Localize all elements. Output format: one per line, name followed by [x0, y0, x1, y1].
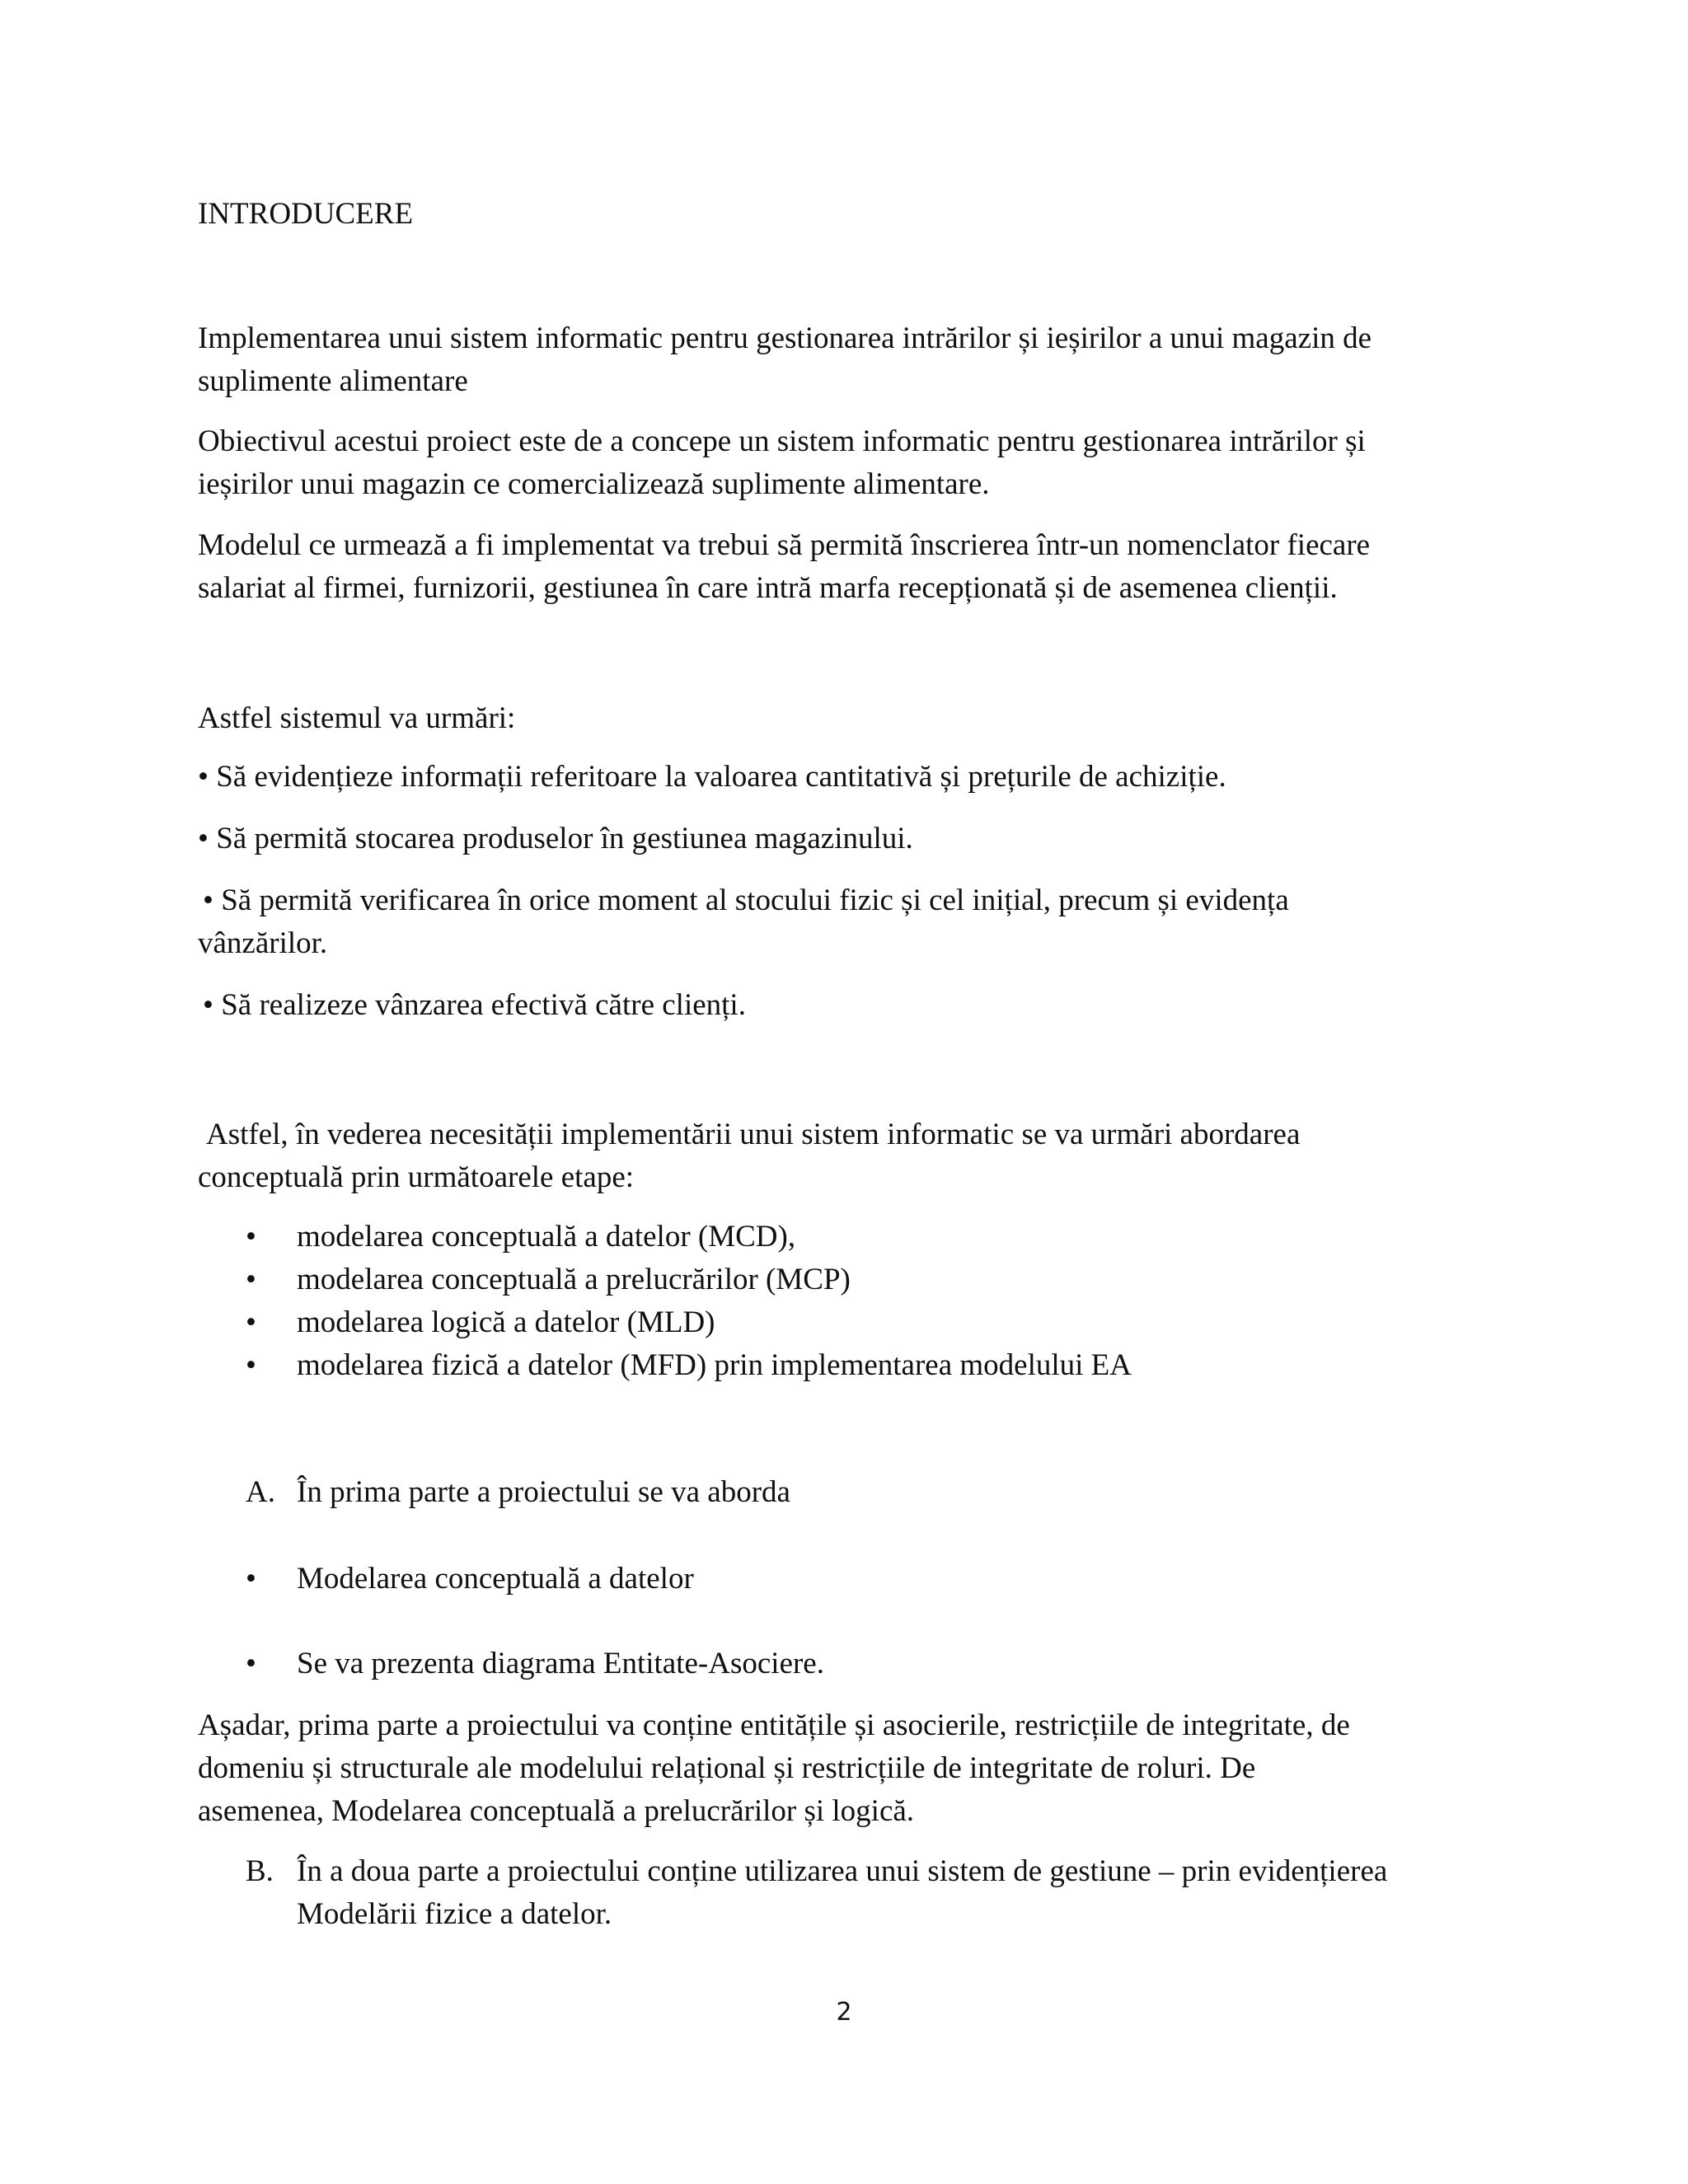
bullet-icon: • [246, 1305, 256, 1339]
bullet-icon: • [246, 1562, 256, 1596]
part-a-item: Se va prezenta diagrama Entitate-Asociere. [297, 1647, 824, 1680]
goal-item: • Să evidențieze informații referitoare la valoarea cantitativă și prețurile de achiziție. [198, 760, 1226, 794]
section-heading: INTRODUCERE [198, 197, 414, 231]
bullet-icon: • [246, 1647, 256, 1680]
objective-line-2: ieșirilor unui magazin ce comercializează suplimente alimentare. [198, 467, 990, 501]
page-number: 2 [836, 1998, 852, 2027]
stage-text: modelarea conceptuală a datelor (MCD), [297, 1220, 796, 1254]
goal-item: • Să permită stocarea produselor în gestiunea magazinului. [198, 822, 913, 855]
summary-line-1: Așadar, prima parte a proiectului va conține entitățile și asocierile, restricțiile de integritate, de [198, 1708, 1350, 1742]
summary-line-2: domeniu și structurale ale modelului relațional și restricțiile de integritate de roluri. De [198, 1751, 1256, 1785]
goal-item: • Să realizeze vânzarea efectivă către clienți. [203, 988, 746, 1022]
objective-line-1: Obiectivul acestui proiect este de a concepe un sistem informatic pentru gestionarea intrărilor și [198, 424, 1366, 458]
model-line-2: salariat al firmei, furnizorii, gestiunea în care intră marfa recepționată și de asemenea clienții. [198, 571, 1338, 605]
stage-text: modelarea fizică a datelor (MFD) prin implementarea modelului EA [297, 1348, 1132, 1382]
part-b-marker: B. [246, 1854, 274, 1888]
approach-line-2: conceptuală prin următoarele etape: [198, 1160, 635, 1194]
bullet-icon: • [246, 1348, 256, 1382]
part-b-line-1: În a doua parte a proiectului conține utilizarea unui sistem de gestiune – prin evidențierea [297, 1854, 1388, 1888]
summary-line-3: asemenea, Modelarea conceptuală a prelucrărilor și logică. [198, 1794, 915, 1828]
stage-text: modelarea logică a datelor (MLD) [297, 1305, 715, 1339]
approach-line-1: Astfel, în vederea necesității implementării unui sistem informatic se va urmări abordarea [206, 1118, 1301, 1151]
title-line-1: Implementarea unui sistem informatic pentru gestionarea intrărilor și ieșirilor a unui magazin de [198, 321, 1372, 355]
model-line-1: Modelul ce urmează a fi implementat va trebui să permită înscrierea într-un nomenclator fiecare [198, 528, 1371, 562]
bullet-icon: • [246, 1220, 256, 1254]
title-line-2: suplimente alimentare [198, 364, 468, 398]
system-intro: Astfel sistemul va urmări: [198, 701, 516, 735]
part-b-line-2: Modelării fizice a datelor. [297, 1897, 612, 1931]
part-a-marker: A. [246, 1475, 275, 1509]
part-a-item: Modelarea conceptuală a datelor [297, 1562, 694, 1596]
part-a-text: În prima parte a proiectului se va aborda [297, 1475, 790, 1509]
bullet-icon: • [246, 1263, 256, 1296]
goal-item-continuation: vânzărilor. [198, 926, 328, 960]
stage-text: modelarea conceptuală a prelucrărilor (MCP) [297, 1263, 851, 1296]
goal-item: • Să permită verificarea în orice moment al stocului fizic și cel inițial, precum și evidența [203, 883, 1289, 917]
